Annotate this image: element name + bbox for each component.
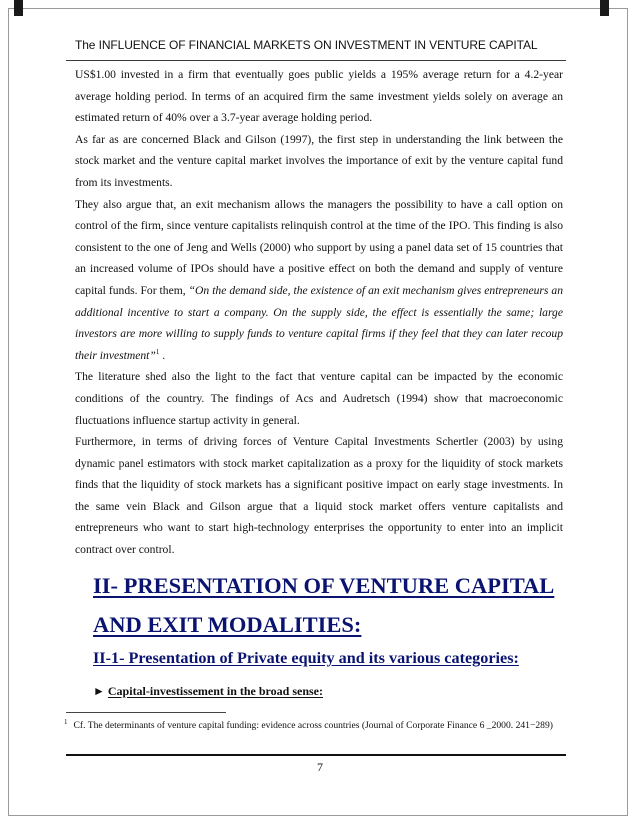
quotation: “On the demand side, the existence of an exit mechanism gives entrepreneurs an additional incentive to start a company. On the supply side, the effect is essentially the same; large investors are more willing to supply funds to venture capital firms if they feel that they can later recoup their investment” [75, 283, 563, 362]
subsection-heading: II-1- Presentation of Private equity and its various categories: [93, 649, 519, 667]
header-rule [66, 60, 566, 61]
paragraph-exit-end: . [159, 348, 166, 362]
footnote-separator [66, 712, 226, 713]
footnote-reference: 1 [155, 347, 160, 356]
bullet-heading-text: Capital-investissement in the broad sense: [107, 684, 324, 698]
bullet-heading [93, 684, 553, 699]
section-heading-line-1: II- PRESENTATION OF VENTURE CAPITAL [93, 573, 555, 598]
triangle-bullet-icon: ► [93, 684, 105, 698]
paragraph-exit-text: They also argue that, an exit mechanism allows the managers the possibility to have a call option on control of the firm, since venture capitalists relinquish control at the time of the IPO. This finding is also consistent to the one of Jeng and Wells (2000) who support by using a panel data set of 15 countries that an increased volume of IPOs should have a positive effect on both the demand and supply of venture capital funds. For them, [75, 197, 563, 297]
paragraph-economic-conditions: The literature shed also the light to the fact that venture capital can be impacted by the economic conditions of the country. The findings of Acs and Audretsch (1994) show that macroeconomic fluctuations influence startup activity in general. [75, 370, 563, 427]
paragraph-driving-forces: Furthermore, in terms of driving forces of Venture Capital Investments Schertler (2003) by using dynamic panel estimators with stock market capitalization as a proxy for the liquidity of stock markets finds that the liquidity of stock markets has a significant positive impact on early stage investments. In the same vein Black and Gilson argue that a liquid stock market offers venture capitalists and entrepreneurs who want to start high-technology enterprises the opportunity to enter into an implicit contract over control. [75, 435, 563, 557]
section-heading-line-2: AND EXIT MODALITIES: [93, 612, 362, 637]
footer-rule [66, 754, 566, 756]
paragraph-returns: US$1.00 invested in a firm that eventually goes public yields a 195% average return for a 4.2-year average holding period. In terms of an acquired firm the same investment yields solely on average an estimated return of 40% over a 3.7-year average holding period. [75, 68, 563, 125]
page-number: 7 [317, 760, 323, 774]
section-heading [93, 566, 573, 644]
footnote [64, 718, 574, 731]
running-header-title: The INFLUENCE OF FINANCIAL MARKETS ON INVESTMENT IN VENTURE CAPITAL [75, 38, 538, 52]
paragraph-black-gilson: As far as are concerned Black and Gilson (1997), the first step in understanding the link between the stock market and the venture capital market involves the importance of exit by the venture capital fund from its investments. [75, 132, 563, 189]
footnote-marker: 1 [64, 718, 68, 726]
page-corner-top-left [14, 0, 23, 16]
body-text [75, 64, 563, 561]
paragraph-exit-mechanism [75, 194, 563, 367]
footnote-text: Cf. The determinants of venture capital funding: evidence across countries (Journal of Corporate Finance 6 _2000. 241−289) [73, 720, 553, 732]
page-corner-top-right [600, 0, 609, 16]
